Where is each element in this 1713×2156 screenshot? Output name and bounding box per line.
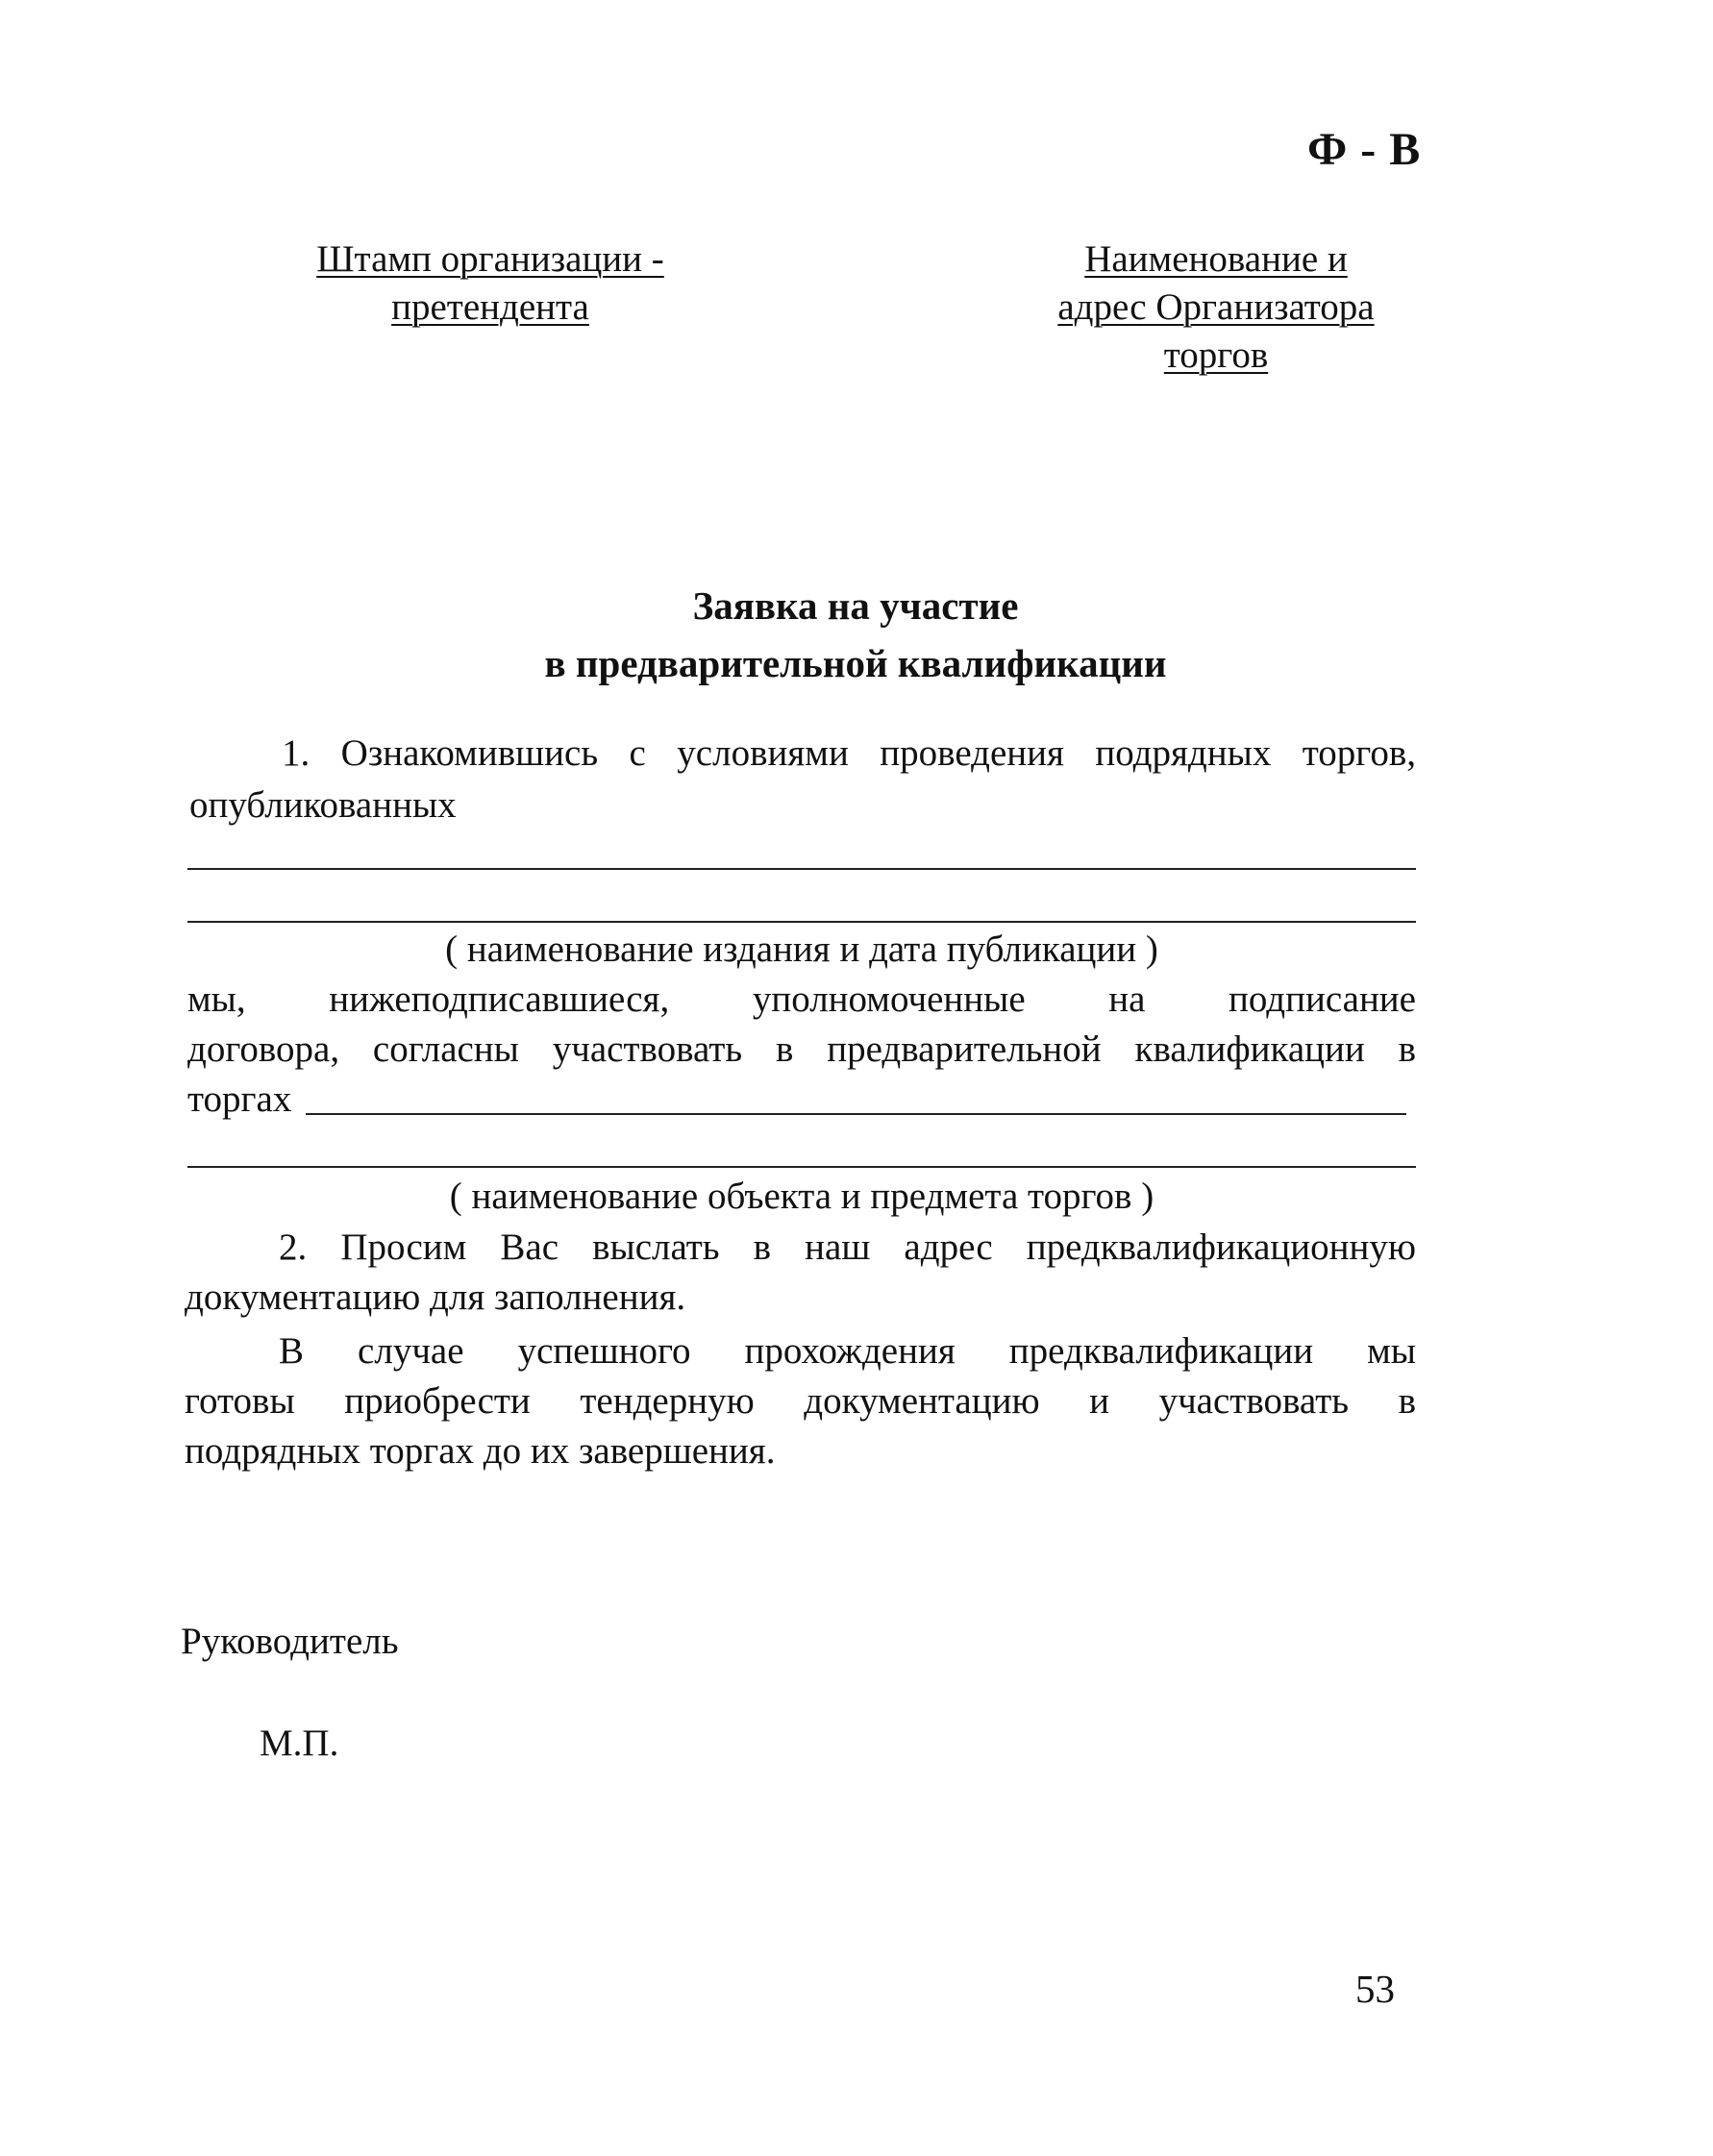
p1-line-1: 1. Ознакомившись с условиями проведения подрядных торгов, <box>282 732 1416 774</box>
p1-line-4: договора, согласны участвовать в предварительной квалификации в <box>187 1028 1416 1070</box>
publication-blank-line-1[interactable] <box>187 868 1416 870</box>
p2-line-1: 2. Просим Вас выслать в наш адрес предквалификационную <box>279 1227 1416 1268</box>
p1-line-5-label: торгах <box>187 1078 292 1120</box>
stamp-line-1: Штамп организации - <box>316 238 664 280</box>
caption-object: ( наименование объекта и предмета торгов ) <box>449 1176 1154 1217</box>
p3-line-3: подрядных торгах до их завершения. <box>185 1430 776 1472</box>
stamp-block <box>279 235 702 332</box>
head-label: Руководитель <box>181 1621 399 1662</box>
organizer-block <box>1029 235 1403 380</box>
organizer-line-2: адрес Организатора <box>1057 286 1375 328</box>
stamp-line-2: претендента <box>391 286 589 328</box>
caption-publication: ( наименование издания и дата публикации ) <box>445 929 1158 970</box>
tender-blank-line-1[interactable] <box>306 1113 1406 1115</box>
organizer-line-3: торгов <box>1163 335 1269 376</box>
p1-line-3: мы, нижеподписавшиеся, уполномоченные на подписание <box>187 979 1416 1020</box>
organizer-line-1: Наименование и <box>1084 238 1348 280</box>
p1-line-2: опубликованных <box>189 784 457 826</box>
publication-blank-line-2[interactable] <box>187 921 1416 923</box>
p3-line-2: готовы приобрести тендерную документацию и участвовать в <box>185 1380 1416 1422</box>
page-number: 53 <box>1355 1967 1395 2011</box>
seal-label: М.П. <box>260 1722 339 1764</box>
p3-line-1: В случае успешного прохождения предквалификации мы <box>279 1330 1416 1372</box>
form-code: Ф - В <box>1307 124 1422 175</box>
document-title <box>183 577 1528 692</box>
title-line-2: в предварительной квалификации <box>544 641 1167 685</box>
tender-blank-line-2[interactable] <box>187 1166 1416 1168</box>
title-line-1: Заявка на участие <box>692 583 1019 628</box>
p2-line-2: документацию для заполнения. <box>185 1276 686 1318</box>
